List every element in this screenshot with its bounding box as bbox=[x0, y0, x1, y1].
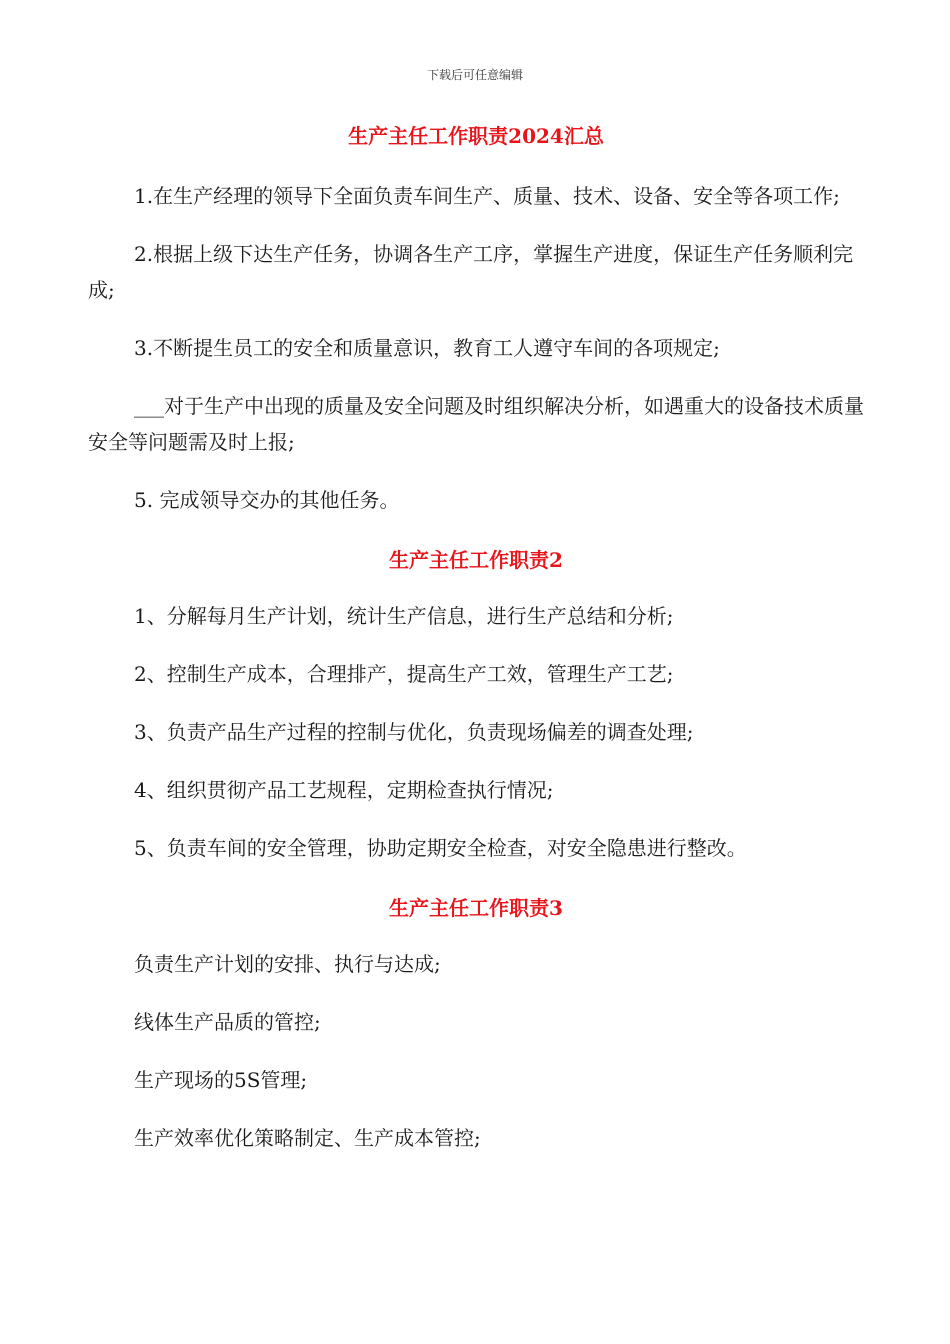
section3-item-3: 生产现场的5S管理; bbox=[134, 1068, 308, 1092]
section3-item-2: 线体生产品质的管控; bbox=[134, 1010, 321, 1034]
section1-paragraph-3: 3.不断提生员工的安全和质量意识，教育工人遵守车间的各项规定; bbox=[134, 336, 720, 360]
section3-item-4: 生产效率优化策略制定、生产成本管控; bbox=[134, 1126, 481, 1150]
section2-item-1: 1、分解每月生产计划，统计生产信息，进行生产总结和分析; bbox=[134, 604, 674, 628]
section1-paragraph-4: ___对于生产中出现的质量及安全问题及时组织解决分析，如遇重大的设备技术质量安全等问题需及时上报; bbox=[88, 394, 864, 454]
section1-paragraph-2: 2.根据上级下达生产任务，协调各生产工序，掌握生产进度，保证生产任务顺利完成; bbox=[88, 242, 854, 302]
section2-item-5: 5、负责车间的安全管理，协助定期安全检查，对安全隐患进行整改。 bbox=[134, 836, 747, 860]
section-title-2: 生产主任工作职责2 bbox=[389, 548, 563, 572]
header-note: 下载后可任意编辑 bbox=[426, 68, 523, 82]
section2-item-3: 3、负责产品生产过程的控制与优化，负责现场偏差的调查处理; bbox=[134, 720, 694, 744]
document-body bbox=[88, 120, 864, 1156]
section2-item-4: 4、组织贯彻产品工艺规程，定期检查执行情况; bbox=[134, 778, 554, 802]
section-title-3: 生产主任工作职责3 bbox=[389, 896, 563, 920]
section1-paragraph-5: 5. 完成领导交办的其他任务。 bbox=[134, 488, 400, 512]
section3-item-1: 负责生产计划的安排、执行与达成; bbox=[134, 952, 441, 976]
section1-paragraph-1: 1.在生产经理的领导下全面负责车间生产、质量、技术、设备、安全等各项工作; bbox=[134, 184, 840, 208]
section2-item-2: 2、控制生产成本，合理排产，提高生产工效，管理生产工艺; bbox=[134, 662, 674, 686]
section-title-1: 生产主任工作职责2024汇总 bbox=[348, 124, 604, 148]
